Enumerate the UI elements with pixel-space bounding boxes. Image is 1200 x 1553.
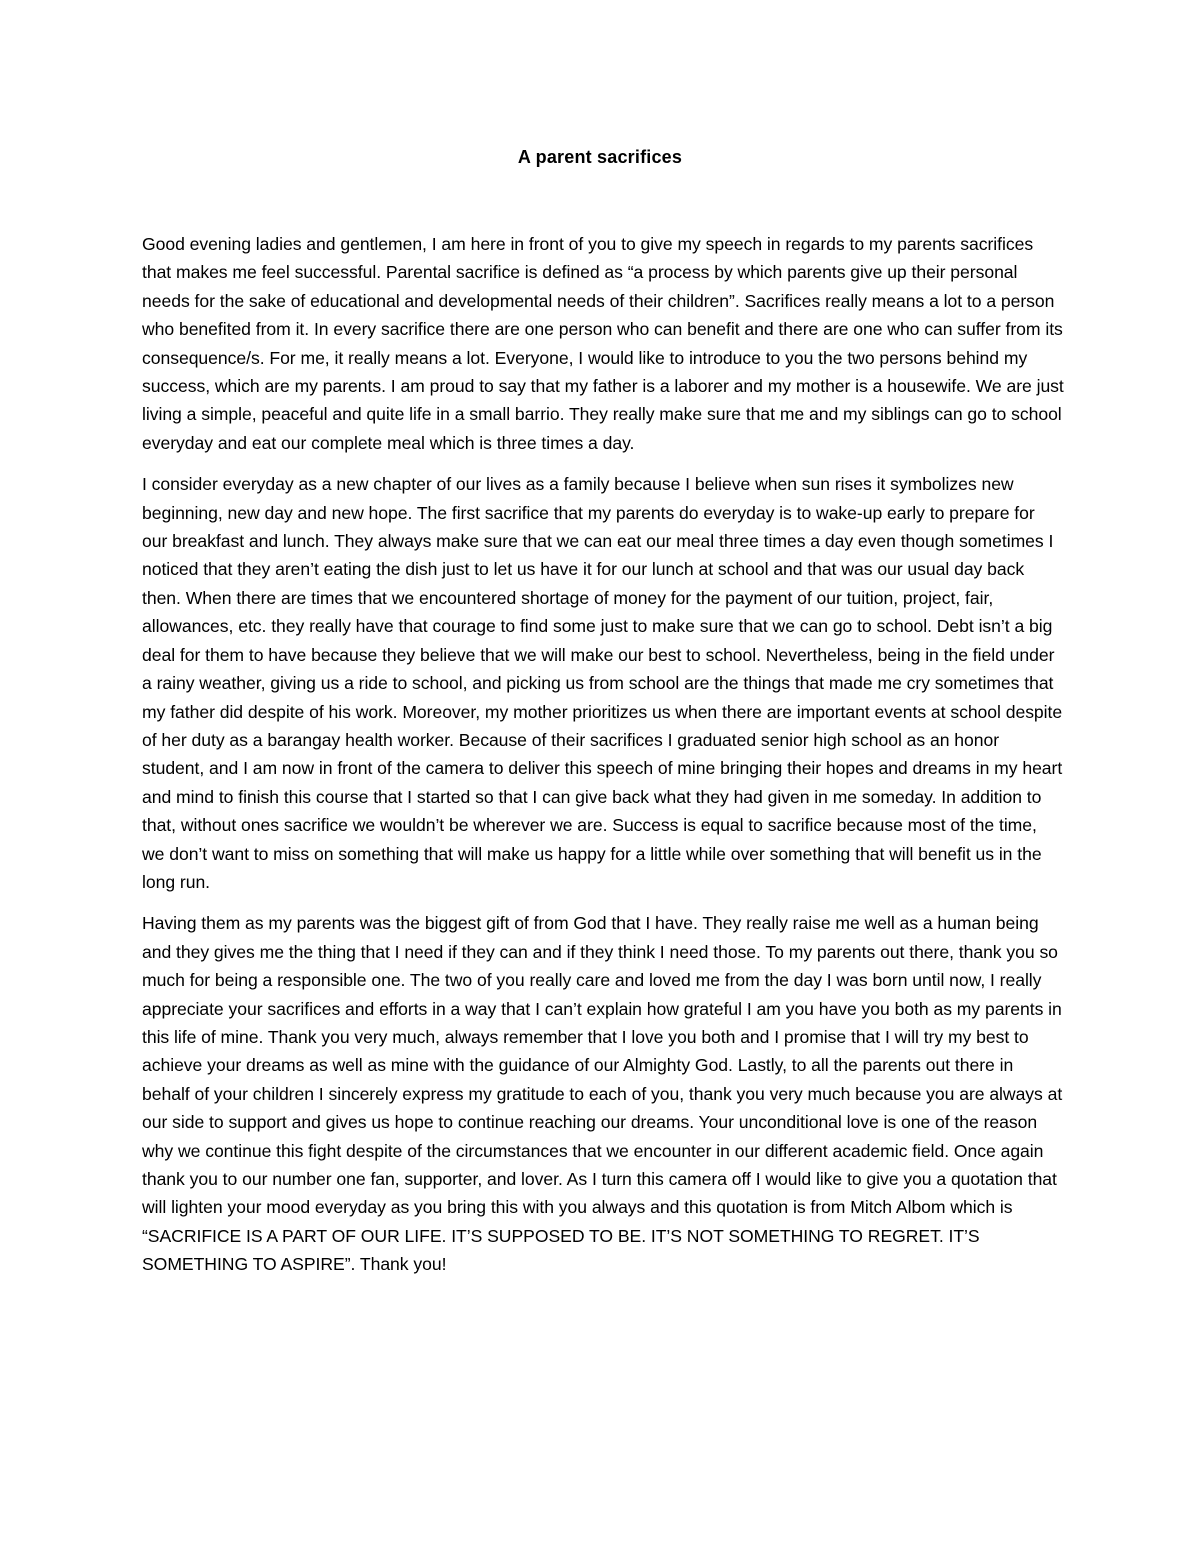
document-title: A parent sacrifices: [517, 147, 683, 167]
paragraph-introduction: Good evening ladies and gentlemen, I am here in front of you to give my speech in regards to my parents sacrifices that makes me feel successful. Parental sacrifice is defined as “a process by which parents give up their personal needs for the sake of educational and developmental needs of their children”. Sacrifices really means a lot to a person who benefited from it. In every sacrifice there are one person who can benefit and there are one who can suffer from its consequence/s. For me, it really means a lot. Everyone, I would like to introduce to you the two persons behind my success, which are my parents. I am proud to say that my father is a laborer and my mother is a housewife. We are just living a simple, peaceful and quite life in a small barrio. They really make sure that me and my siblings can go to school everyday and eat our complete meal which is three times a day.: [142, 234, 1064, 453]
document-body: [142, 230, 1064, 1292]
paragraph-daily-sacrifices: I consider everyday as a new chapter of our lives as a family because I believe when sun rises it symbolizes new beginning, new day and new hope. The first sacrifice that my parents do everyday is to wake-up early to prepare for our breakfast and lunch. They always make sure that we can eat our meal three times a day even though sometimes I noticed that they aren’t eating the dish just to let us have it for our lunch at school and that was our usual day back then. When there are times that we encountered shortage of money for the payment of our tuition, project, fair, allowances, etc. they really have that courage to find some just to make sure that we can go to school. Debt isn’t a big deal for them to have because they believe that we will make our best to school. Nevertheless, being in the field under a rainy weather, giving us a ride to school, and picking us from school are the things that made me cry sometimes that my father did despite of his work. Moreover, my mother prioritizes us when there are important events at school despite of her duty as a barangay health worker. Because of their sacrifices I graduated senior high school as an honor student, and I am now in front of the camera to deliver this speech of mine bringing their hopes and dreams in my heart and mind to finish this course that I started so that I can give back what they had given in me someday. In addition to that, without ones sacrifice we wouldn’t be wherever we are. Success is equal to sacrifice because most of the time, we don’t want to miss on something that will make us happy for a little while over something that will benefit us in the long run.: [142, 474, 1063, 892]
paragraph-gratitude: Having them as my parents was the biggest gift of from God that I have. They really raise me well as a human being and they gives me the thing that I need if they can and if they think I need those. To my parents out there, thank you so much for being a responsible one. The two of you really care and loved me from the day I was born until now, I really appreciate your sacrifices and efforts in a way that I can’t explain how grateful I am you have you both as my parents in this life of mine. Thank you very much, always remember that I love you both and I promise that I will try my best to achieve your dreams as well as mine with the guidance of our Almighty God. Lastly, to all the parents out there in behalf of your children I sincerely express my gratitude to each of you, thank you very much because you are always at our side to support and gives us hope to continue reaching our dreams. Your unconditional love is one of the reason why we continue this fight despite of the circumstances that we encounter in our different academic field. Once again thank you to our number one fan, supporter, and lover. As I turn this camera off I would like to give you a quotation that will lighten your mood everyday as you bring this with you always and this quotation is from Mitch Albom which is “SACRIFICE IS A PART OF OUR LIFE. IT’S SUPPOSED TO BE. IT’S NOT SOMETHING TO REGRET. IT’S SOMETHING TO ASPIRE”. Thank you!: [142, 913, 1063, 1275]
